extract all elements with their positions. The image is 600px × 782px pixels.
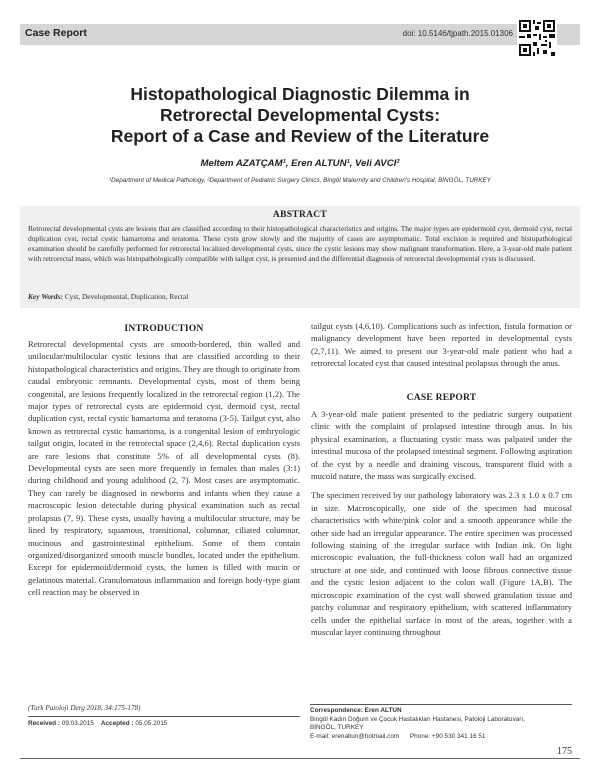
introduction-text: Retrorectal developmental cysts are smooth-bordered, thin walled and unilocular/multilocular cystic lesions that are classified according to their histopathological characteristics and origins. They are though to originate from caudal embryonic remnants. Developmental cysts, most of them being congenital, are lesions frequently localized in the retrorectal region (1,2). The major types of retrorectal cysts are epidermoid cyst, dermoid cyst, rectal duplication cyst, rectal cystic hamartoma and teratoma (3-5). Tailgut cyst, also known as retrorectal cystic hamartoma, is a congenital lesion of embryologic tailgut origin, located in the retrorectal space (2,4,6). Rectal duplication cysts are rare lesions that constitute 5% of all developmental cysts (8). Developmental cysts are seen more frequently in females than males (3:1) during childhood and young adulthood (2, 7). Most cases are asymptomatic. They can rarely be diagnosed in newborns and infants when they cause a macroscopic lesion detectable during physical examination such as rectal prolapsus (7, 9). These cysts, usually having a multilocular structure, may be lined by respiratory, squamous, transitional, columnar, ciliated columnar, mucinous and gastrointestinal epithelium. Some of them contain organized/disorganized smooth muscle bundles, located under the epithelium. Except for epidermoid/dermoid cysts, the lumen is filled with mucin or gelatinous material. Granulomatous inflammation and foreign body-type giant cell reaction may be observed in (28, 339, 300, 598)
article-title (40, 84, 560, 147)
correspondence-heading: Correspondence: Eren ALTUN (310, 707, 402, 714)
page-bottom-rule (20, 758, 580, 759)
received-label: Received : (28, 720, 60, 727)
received-date: 09.03.2015 (61, 720, 94, 727)
abstract-text: Retrorectal developmental cysts are lesions that are classified according to their histopathological characteristics and origins. The major types are epidermoid cyst, dermoid cyst, rectal duplication cyst, rectal cystic hamartoma and teratoma. These cysts grow slowly and the majority of cases are asymptomatic. Total excision is required and histopathological examination should be carefully performed for retrorectal localized developmental cysts, since the cystic lesions may show malignant transformation. Here, a 3-year-old male patient with retrorectal mass, which was histopathologically compatible with tailgut cyst, is presented and the differential diagnosis of retrorectal developmental cysts is discussed. (28, 224, 572, 263)
introduction-heading: INTRODUCTION (124, 323, 204, 334)
correspondence-line: BİNGÖL, TURKEY (310, 724, 364, 731)
abstract-heading: ABSTRACT (272, 210, 328, 220)
correspondence-block (310, 704, 572, 741)
doi-text[interactable]: doi: 10.5146/tjpath.2015.01306 (402, 29, 513, 38)
title-line: Retrorectal Developmental Cysts: (159, 105, 441, 125)
intro-continuation: tailgut cysts (4,6,10). Complications such as infection, fistula formation or malignancy development have been reported in developmental cysts (2,7,11). We aimed to present our 3-year-old male patient who had a retrorectal located cyst that caused intestinal prolapsus through the anus. (311, 321, 572, 369)
keywords-label: Key Words: (28, 292, 63, 301)
qr-code-icon (517, 18, 557, 58)
author-list: Meltem AZATÇAM¹, Eren ALTUN¹, Veli AVCI² (200, 158, 400, 169)
keywords-value: Cyst, Developmental, Duplication, Rectal (64, 292, 189, 301)
page-number: 175 (557, 746, 572, 757)
title-line: Report of a Case and Review of the Literature (110, 126, 490, 146)
case-report-column (311, 408, 572, 638)
affiliation: ¹Department of Medical Pathology, ²Department of Pediatric Surgery Clinics, Bingöl Maternity and Children's Hospital, BİNGÖL, TURKEY (109, 177, 491, 184)
accepted-label: Accepted : (100, 720, 134, 727)
case-paragraph-1: A 3-year-old male patient presented to the pediatric surgery outpatient clinic with the complaint of prolapsed intestine through anus. In his physical examination, a fluctuating cystic mass was palpated under the intestinal mucosa of the prolapsed intestinal segment. Following aspiration of the cyst by a needle and draining viscous, transparent fluid with a mucoid nature, the mass was surgically excised. (311, 409, 572, 482)
case-report-heading: CASE REPORT (406, 392, 477, 403)
title-line: Histopathological Diagnostic Dilemma in (130, 84, 470, 104)
journal-citation: (Turk Patoloji Derg 2018, 34:175-178) (28, 704, 141, 712)
footer-divider (28, 716, 300, 717)
case-paragraph-2: The specimen received by our pathology laboratory was 2.3 x 1.0 x 0.7 cm in size. Macroscopically, one side of the specimen had mucosal characteristics with white/pink color and a smooth appearance while the other side had an irregular appearance. The entire specimen was processed following staining of the irregular surface with Indian ink. On light microscopic evaluation, the full-thickness colon wall had an organized structure at one side, and continued with loose fibrous connective tissue and the cystic lesion adjacent to the colon wall (Figure 1A,B). The microscopic examination of the cyst wall showed granulation tissue and patchy columnar and respiratory epithelium, with scattered inflammatory cells under the epithelial surface in most of the areas, together with a muscular layer continuing throughout (311, 490, 572, 637)
article-type-label: Case Report (25, 27, 87, 39)
correspondence-line: Bingöl Kadın Doğum ve Çocuk Hastalıkları Hastanesi, Patoloji Laboratuvarı, (310, 715, 525, 723)
right-column-top (311, 320, 572, 370)
keywords (28, 292, 188, 301)
accepted-date: 05.05.2015 (135, 720, 168, 727)
article-dates (28, 720, 167, 727)
introduction-column (28, 338, 300, 599)
correspondence-contact[interactable]: E-mail: erenaltun@hotmail.com Phone: +90 530 341 16 51 (310, 732, 486, 740)
